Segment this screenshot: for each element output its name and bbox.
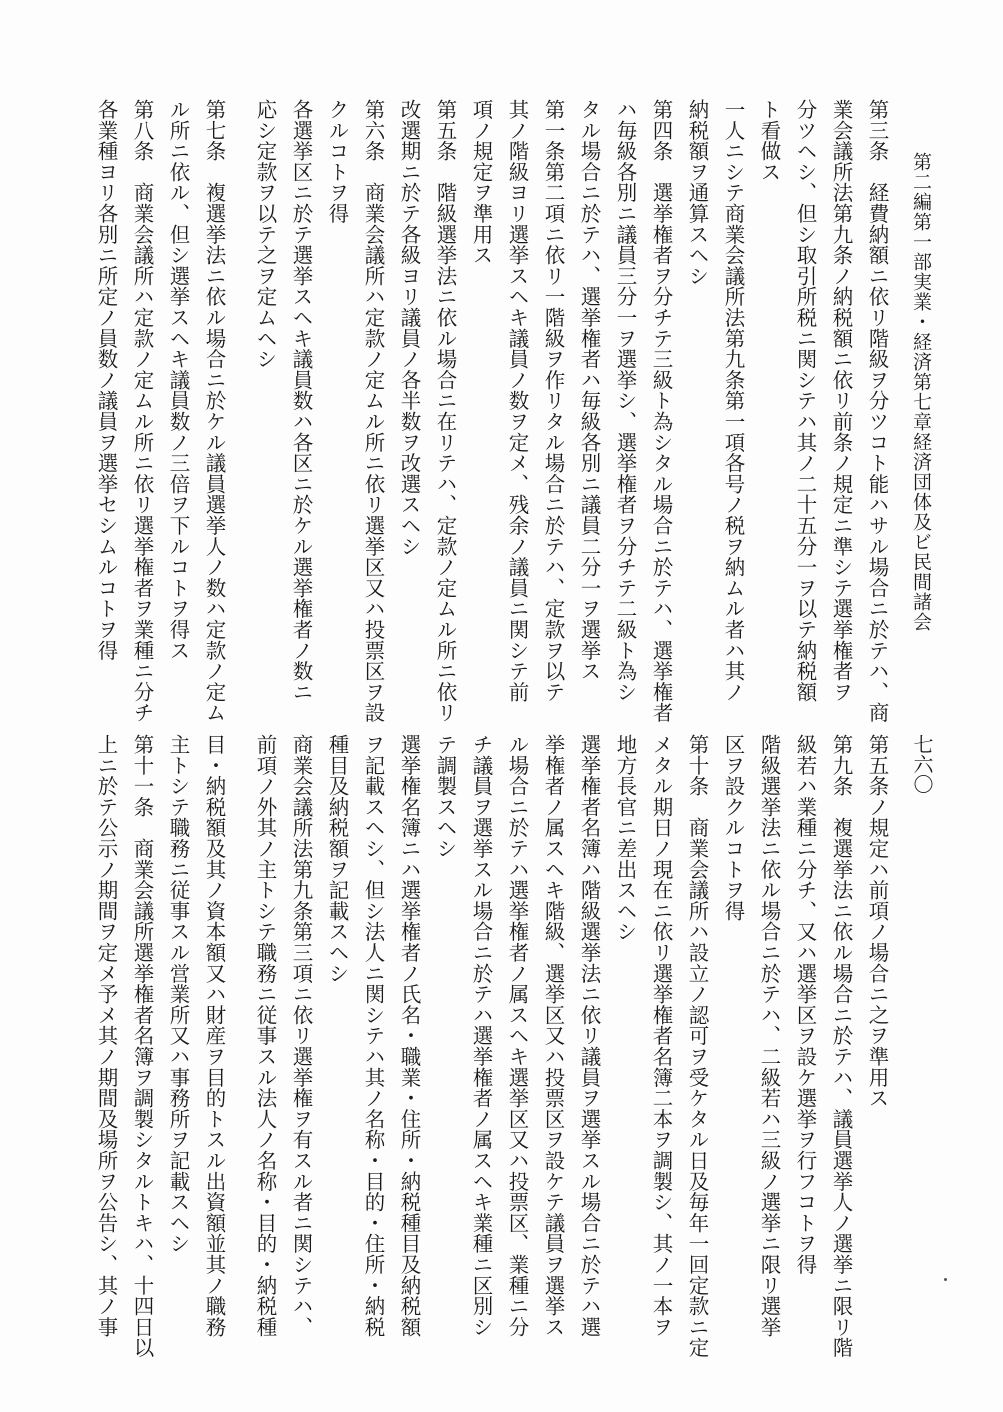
text-line: 各業種ヨリ各別ニ所定ノ員数ノ議員ヲ選挙セシムルコトヲ得 [94, 99, 118, 661]
text-line: 第九条 複選挙法ニ依ル場合ニ於テハ、議員選挙人ノ選挙ニ限リ階 [829, 734, 853, 1358]
text-line: 業会議所法第九条ノ納税額ニ依リ前条ノ規定ニ準シテ選挙権者ヲ [829, 99, 853, 703]
header-part-hen: 第二編 [910, 152, 932, 212]
text-line: 第五条ノ規定ハ前項ノ場合ニ之ヲ準用ス [865, 734, 889, 1109]
text-line: 主トシテ職務ニ従事スル営業所又ハ事務所ヲ記載スヘシ [166, 734, 190, 1254]
text-line: 第八条 商業会議所ハ定款ノ定ムル所ニ依リ選挙権者ヲ業種ニ分チ [130, 99, 154, 723]
text-line: タル場合ニ於テハ、選挙権者ハ毎級各別ニ議員二分一ヲ選挙ス [577, 99, 601, 682]
text-line: 項ノ規定ヲ準用ス [469, 99, 493, 266]
text-line: 応シ定款ヲ以テ之ヲ定ムヘシ [253, 99, 277, 370]
header-chapter-title: 経済団体及ビ民間諸会 [910, 432, 932, 632]
text-line: 選挙権名簿ニハ選挙権者ノ氏名・職業・住所・納税種目及納税額 [397, 734, 421, 1338]
text-line: メタル期日ノ現在ニ依リ選挙権者名簿二本ヲ調製シ、其ノ一本ヲ [649, 734, 673, 1338]
text-line: 一人ニシテ商業会議所法第九条第一項各号ノ税ヲ納ムル者ハ其ノ [721, 99, 745, 703]
text-line: 挙権者ノ属スヘキ階級、選挙区又ハ投票区ヲ設ケテ議員ヲ選挙ス [541, 734, 565, 1338]
text-line: 第四条 選挙権者ヲ分チテ三級ト為シタル場合ニ於テハ、選挙権者 [649, 99, 673, 723]
text-line: チ議員ヲ選挙スル場合ニ於テハ選挙権者ノ属スヘキ業種ニ区別シ [469, 734, 493, 1338]
text-line: ト看做ス [757, 99, 781, 183]
text-line: 上ニ於テ公示ノ期間ヲ定メ予メ其ノ期間及場所ヲ公告シ、其ノ事 [94, 734, 118, 1338]
header-part-topic: 実業・経済 [910, 272, 932, 372]
text-line: 第十条 商業会議所ハ設立ノ認可ヲ受ケタル日及毎年一回定款ニ定 [685, 734, 709, 1358]
header-chapter: 第七章 [910, 372, 932, 432]
text-line: 第十一条 商業会議所選挙権者名簿ヲ調製シタルトキハ、十四日以 [130, 734, 154, 1358]
text-line: 第五条 階級選挙法ニ依ル場合ニ在リテハ、定款ノ定ムル所ニ依リ [433, 99, 457, 723]
text-line: 階級選挙法ニ依ル場合ニ於テハ、二級若ハ三級ノ選挙ニ限リ選挙 [757, 734, 781, 1338]
text-line: 種目及納税額ヲ記載スヘシ [325, 734, 349, 984]
text-line: 第三条 経費納額ニ依リ階級ヲ分ツコト能ハサル場合ニ於テハ、商 [865, 99, 889, 723]
text-line: ル所ニ依ル、但シ選挙スヘキ議員数ノ三倍ヲ下ルコトヲ得ス [166, 99, 190, 661]
text-line: 目・納税額及其ノ資本額又ハ財産ヲ目的トスル出資額並其ノ職務 [202, 734, 226, 1338]
page-number: 七六〇 [910, 734, 934, 794]
text-line: 前項ノ外其ノ主トシテ職務ニ従事スル法人ノ名称・目的・納税種 [253, 734, 277, 1338]
text-line: 各選挙区ニ於テ選挙スヘキ議員数ハ各区ニ於ケル選挙権者ノ数ニ [289, 99, 313, 703]
running-header [900, 152, 930, 632]
text-line: 改選期ニ於テ各級ヨリ議員ノ各半数ヲ改選スヘシ [397, 99, 421, 557]
text-line: ハ毎級各別ニ議員三分一ヲ選挙シ、選挙権者ヲ分チテ二級ト為シ [613, 99, 637, 703]
text-line: ル場合ニ於テハ選挙権者ノ属スヘキ選挙区又ハ投票区、業種ニ分 [505, 734, 529, 1338]
text-line: 級若ハ業種ニ分チ、又ハ選挙区ヲ設ケ選挙ヲ行フコトヲ得 [793, 734, 817, 1275]
text-line: 商業会議所法第九条第三項ニ依リ選挙権ヲ有スル者ニ関シテハ、 [289, 734, 313, 1338]
text-line: 第一条第二項ニ依リ一階級ヲ作リタル場合ニ於テハ、定款ヲ以テ [541, 99, 565, 703]
header-part-bu: 第一部 [910, 212, 932, 272]
text-line: クルコトヲ得 [325, 99, 349, 224]
text-line: 地方長官ニ差出スヘシ [613, 734, 637, 942]
print-speck [944, 1278, 947, 1281]
text-line: 第七条 複選挙法ニ依ル場合ニ於ケル議員選挙人ノ数ハ定款ノ定ム [202, 99, 226, 723]
text-line: 其ノ階級ヨリ選挙スヘキ議員ノ数ヲ定メ、残余ノ議員ニ関シテ前 [505, 99, 529, 703]
text-line: 第六条 商業会議所ハ定款ノ定ムル所ニ依リ選挙区又ハ投票区ヲ設 [361, 99, 385, 723]
text-line: 選挙権者名簿ハ階級選挙法ニ依リ議員ヲ選挙スル場合ニ於テハ選 [577, 734, 601, 1338]
text-line: 分ツヘシ、但シ取引所税ニ関シテハ其ノ二十五分一ヲ以テ納税額 [793, 99, 817, 703]
text-line: 区ヲ設クルコトヲ得 [721, 734, 745, 922]
text-line: 納税額ヲ通算スヘシ [685, 99, 709, 287]
text-line: ヲ記載スヘシ、但シ法人ニ関シテハ其ノ名称・目的・住所・納税 [361, 734, 385, 1338]
text-line: テ調製スヘシ [433, 734, 457, 859]
